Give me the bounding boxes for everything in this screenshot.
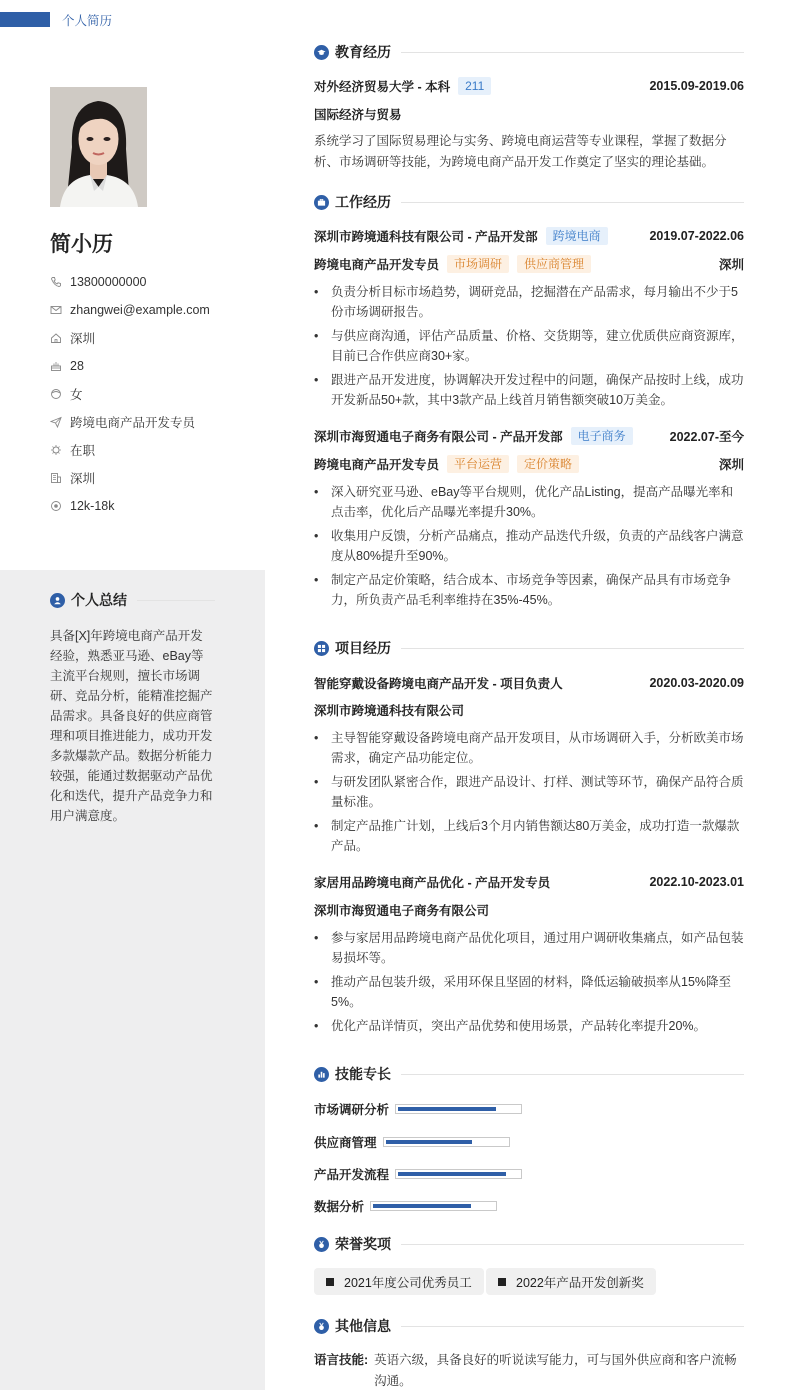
skill-bar bbox=[370, 1201, 497, 1211]
language-value: 英语六级，具备良好的听说读写能力，可与国外供应商和客户流畅沟通。 bbox=[374, 1353, 737, 1388]
profile-name: 简小历 bbox=[50, 233, 113, 256]
education-school: 对外经济贸易大学 - 本科 bbox=[314, 80, 451, 94]
education-school-row bbox=[314, 77, 744, 95]
list-item: • 制定产品推广计划，上线后3个月内销售额达80万美金，成功打造一款爆款产品。 bbox=[314, 816, 744, 856]
education-period: 2015.09-2019.06 bbox=[649, 79, 744, 93]
user-icon bbox=[50, 593, 65, 608]
other-divider bbox=[401, 1326, 744, 1327]
list-item: • 优化产品详情页，突出产品优势和使用场景，产品转化率提升20%。 bbox=[314, 1016, 744, 1036]
sidebar bbox=[0, 0, 265, 1390]
education-heading bbox=[314, 42, 744, 62]
status-icon bbox=[50, 444, 62, 456]
cake-icon bbox=[50, 360, 62, 372]
project-2-name: 家居用品跨境电商产品优化 - 产品开发专员 bbox=[314, 876, 551, 890]
home-icon bbox=[50, 332, 62, 344]
info-city-text: 深圳 bbox=[70, 472, 96, 486]
award-text: 2021年度公司优秀员工 bbox=[344, 1275, 472, 1290]
work-1-role-row bbox=[314, 255, 744, 273]
awards-heading bbox=[314, 1234, 744, 1254]
skill-label: 供应商管理 bbox=[314, 1136, 377, 1150]
project-2-company-row bbox=[314, 901, 744, 919]
project-2-period: 2022.10-2023.01 bbox=[649, 875, 744, 889]
skill-bar bbox=[395, 1169, 522, 1179]
bar-chart-icon bbox=[314, 1067, 329, 1082]
header-label: 个人简历 bbox=[62, 14, 113, 28]
projects-heading bbox=[314, 638, 744, 658]
work-2-tag-a: 平台运营 bbox=[447, 455, 509, 473]
skill-item bbox=[314, 1197, 497, 1215]
education-divider bbox=[401, 52, 744, 53]
award-item bbox=[486, 1268, 656, 1295]
info-position bbox=[50, 408, 210, 436]
contact-info-list bbox=[50, 268, 210, 520]
work-2-role: 跨境电商产品开发专员 bbox=[314, 458, 440, 472]
summary-heading bbox=[50, 590, 215, 610]
medal-icon bbox=[314, 1237, 329, 1252]
info-phone bbox=[50, 268, 210, 296]
project-1-name: 智能穿戴设备跨境电商产品开发 - 项目负责人 bbox=[314, 677, 563, 691]
summary-title: 个人总结 bbox=[71, 592, 127, 608]
work-1-company: 深圳市跨境通科技有限公司 - 产品开发部 bbox=[314, 230, 538, 244]
info-age-text: 28 bbox=[70, 359, 84, 373]
info-salary bbox=[50, 492, 210, 520]
graduation-cap-icon bbox=[314, 45, 329, 60]
projects-title: 项目经历 bbox=[335, 640, 391, 656]
info-location bbox=[50, 324, 210, 352]
work-1-tag: 跨境电商 bbox=[546, 227, 608, 245]
list-item: • 推动产品包装升级，采用环保且坚固的材料，降低运输破损率从15%降至5%。 bbox=[314, 972, 744, 1012]
skill-item bbox=[314, 1165, 522, 1183]
list-item: • 参与家居用品跨境电商产品优化项目，通过用户调研收集痛点，如产品包装易损坏等。 bbox=[314, 928, 744, 968]
info-status-text: 在职 bbox=[70, 444, 96, 458]
list-item: • 收集用户反馈，分析产品痛点，推动产品迭代升级，负责的产品线客户满意度从80%提升至90%。 bbox=[314, 526, 744, 566]
list-item: • 主导智能穿戴设备跨境电商产品开发项目，从市场调研入手，分析欧美市场需求，确定产品功能定位。 bbox=[314, 728, 744, 768]
work-2-tag-b: 定价策略 bbox=[517, 455, 579, 473]
project-1-company-row bbox=[314, 701, 744, 719]
award-item bbox=[314, 1268, 484, 1295]
list-item: • 与研发团队紧密合作，跟进产品设计、打样、测试等环节，确保产品符合质量标准。 bbox=[314, 772, 744, 812]
work-1-company-row bbox=[314, 227, 744, 245]
skills-heading bbox=[314, 1064, 744, 1084]
other-title: 其他信息 bbox=[335, 1318, 391, 1334]
info-icon bbox=[314, 1319, 329, 1334]
work-1-period: 2019.07-2022.06 bbox=[649, 229, 744, 243]
work-2-period: 2022.07-至今 bbox=[669, 430, 744, 444]
list-item: • 制定产品定价策略，结合成本、市场竞争等因素，确保产品具有市场竞争力，所负责产品毛利率维持在35%-45%。 bbox=[314, 570, 744, 610]
skill-label: 市场调研分析 bbox=[314, 1103, 390, 1117]
skill-bar-fill bbox=[398, 1107, 496, 1111]
work-2-tag: 电子商务 bbox=[571, 427, 633, 445]
work-2-company-row bbox=[314, 427, 744, 445]
education-title: 教育经历 bbox=[335, 44, 391, 60]
work-title: 工作经历 bbox=[335, 194, 391, 210]
phone-icon bbox=[50, 276, 62, 288]
skill-bar-fill bbox=[373, 1204, 471, 1208]
skill-label: 数据分析 bbox=[314, 1200, 365, 1214]
education-major-row bbox=[314, 105, 744, 123]
summary-divider bbox=[137, 600, 215, 601]
list-item: • 负责分析目标市场趋势，调研竞品，挖掘潜在产品需求，每月输出不少于5份市场调研报告。 bbox=[314, 282, 744, 322]
project-2-company: 深圳市海贸通电子商务有限公司 bbox=[314, 904, 490, 918]
education-tag: 211 bbox=[458, 77, 491, 95]
list-item: • 与供应商沟通，评估产品质量、价格、交货期等，建立优质供应商资源库，目前已合作供应商30+家。 bbox=[314, 326, 744, 366]
work-divider bbox=[401, 202, 744, 203]
square-bullet-icon bbox=[498, 1278, 506, 1286]
awards-divider bbox=[401, 1244, 744, 1245]
projects-divider bbox=[401, 648, 744, 649]
work-2-role-row bbox=[314, 455, 744, 473]
award-text: 2022年产品开发创新奖 bbox=[516, 1275, 644, 1290]
briefcase-icon bbox=[314, 195, 329, 210]
info-city bbox=[50, 464, 210, 492]
send-icon bbox=[50, 416, 62, 428]
info-gender-text: 女 bbox=[70, 388, 83, 402]
list-item: • 深入研究亚马逊、eBay等平台规则，优化产品Listing，提高产品曝光率和点击率，优化后产品曝光率提升30%。 bbox=[314, 482, 744, 522]
work-2-company: 深圳市海贸通电子商务有限公司 - 产品开发部 bbox=[314, 430, 563, 444]
skill-item bbox=[314, 1133, 510, 1151]
list-item: • 跟进产品开发进度，协调解决开发过程中的问题，确保产品按时上线，成功开发新品50+款，其中3款产品上线首月销售额突破10万美金。 bbox=[314, 370, 744, 410]
skill-bar-fill bbox=[386, 1140, 472, 1144]
work-1-tag-a: 市场调研 bbox=[447, 255, 509, 273]
project-2-row bbox=[314, 873, 744, 891]
info-gender bbox=[50, 380, 210, 408]
square-bullet-icon bbox=[326, 1278, 334, 1286]
work-2-bullets bbox=[314, 482, 744, 614]
grid-icon bbox=[314, 641, 329, 656]
work-heading bbox=[314, 192, 744, 212]
project-1-row bbox=[314, 674, 744, 692]
work-2-city: 深圳 bbox=[718, 458, 744, 472]
info-age bbox=[50, 352, 210, 380]
building-icon bbox=[50, 472, 62, 484]
info-phone-text: 13800000000 bbox=[70, 275, 147, 289]
info-salary-text: 12k-18k bbox=[70, 499, 115, 513]
work-1-tag-b: 供应商管理 bbox=[517, 255, 591, 273]
awards-title: 荣誉奖项 bbox=[335, 1236, 391, 1252]
other-heading bbox=[314, 1316, 744, 1336]
project-1-bullets bbox=[314, 728, 744, 860]
skill-bar bbox=[395, 1104, 522, 1114]
salary-icon bbox=[50, 500, 62, 512]
info-location-text: 深圳 bbox=[70, 332, 96, 346]
work-1-city: 深圳 bbox=[718, 258, 744, 272]
avatar bbox=[50, 87, 147, 207]
summary-text: 具备[X]年跨境电商产品开发经验，熟悉亚马逊、eBay等主流平台规则，擅长市场调研、竞品分析，能精准挖掘产品需求。具备良好的供应商管理和项目推进能力，成功开发多款爆款产品。数据分析能力较强，能通过数据驱动产品优化和迭代，提升产品竞争力和用户满意度。 bbox=[50, 629, 213, 823]
avatar-portrait-icon bbox=[50, 87, 147, 207]
language-row bbox=[314, 1350, 744, 1390]
skill-bar-fill bbox=[398, 1172, 506, 1176]
gender-icon bbox=[50, 388, 62, 400]
project-1-company: 深圳市跨境通科技有限公司 bbox=[314, 704, 465, 718]
info-email bbox=[50, 296, 210, 324]
skill-bar bbox=[383, 1137, 510, 1147]
skills-title: 技能专长 bbox=[335, 1066, 391, 1082]
mail-icon bbox=[50, 304, 62, 316]
skill-label: 产品开发流程 bbox=[314, 1168, 390, 1182]
info-email-text: zhangwei@example.com bbox=[70, 303, 210, 317]
skills-divider bbox=[401, 1074, 744, 1075]
info-position-text: 跨境电商产品开发专员 bbox=[70, 416, 196, 430]
project-1-period: 2020.03-2020.09 bbox=[649, 676, 744, 690]
education-major: 国际经济与贸易 bbox=[314, 108, 402, 122]
info-status bbox=[50, 436, 210, 464]
work-1-role: 跨境电商产品开发专员 bbox=[314, 258, 440, 272]
skill-item bbox=[314, 1100, 522, 1118]
work-1-bullets bbox=[314, 282, 744, 414]
language-key: 语言技能: bbox=[314, 1353, 369, 1367]
project-2-bullets bbox=[314, 928, 744, 1040]
education-desc: 系统学习了国际贸易理论与实务、跨境电商运营等专业课程，掌握了数据分析、市场调研等技能，为跨境电商产品开发工作奠定了坚实的理论基础。 bbox=[314, 134, 727, 169]
